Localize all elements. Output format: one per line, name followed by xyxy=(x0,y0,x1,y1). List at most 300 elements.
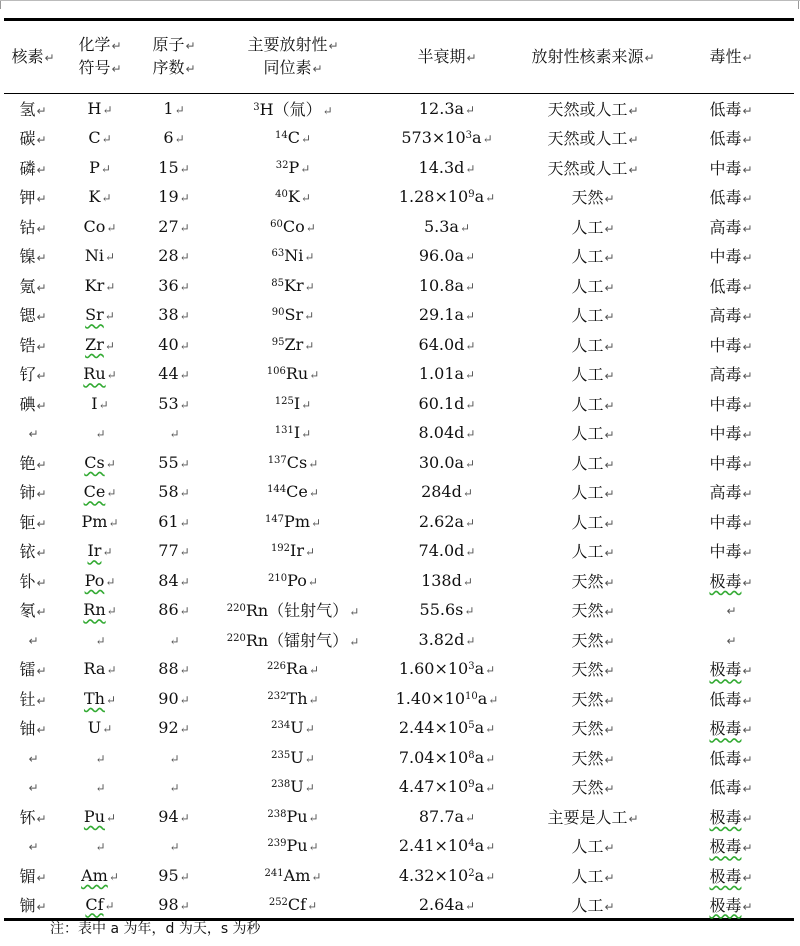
half-life-cell xyxy=(376,153,518,183)
source-text: 人工 xyxy=(571,424,604,444)
half-life-unit: a xyxy=(454,452,465,472)
paragraph-mark: ↵ xyxy=(485,869,496,884)
half-life-unit: a xyxy=(474,718,485,738)
symbol-cell xyxy=(62,507,138,537)
nuclide-name: 镅 xyxy=(19,866,36,886)
paragraph-mark: ↵ xyxy=(465,456,476,471)
atomic-number-cell xyxy=(138,212,210,242)
paragraph-mark: ↵ xyxy=(304,250,315,265)
chemical-symbol: Cs xyxy=(84,452,105,472)
isotope-label: Pu xyxy=(286,836,308,856)
atomic-number-cell xyxy=(138,890,210,920)
half-life-unit: a xyxy=(474,659,485,679)
half-life-cell xyxy=(376,359,518,389)
half-life-unit: a xyxy=(454,275,465,295)
half-life-value: 2.62 xyxy=(418,511,455,531)
isotope-label: Cs xyxy=(286,452,308,472)
source-cell xyxy=(518,713,668,743)
mass-number: 85 xyxy=(271,277,285,289)
mass-number: 238 xyxy=(271,779,291,791)
isotope-cell xyxy=(210,389,376,419)
half-life-cell xyxy=(376,684,518,714)
paragraph-mark: ↵ xyxy=(742,221,753,236)
isotope-cell xyxy=(210,182,376,212)
table-row xyxy=(4,507,794,537)
toxicity-cell xyxy=(668,359,794,389)
paragraph-mark: ↵ xyxy=(95,427,106,442)
nuclide-name: 钍 xyxy=(19,689,36,709)
chemical-symbol: P xyxy=(89,157,100,177)
paragraph-mark: ↵ xyxy=(742,310,753,325)
half-life-exponent: 4 xyxy=(468,838,475,850)
mass-number: 235 xyxy=(271,749,291,761)
paragraph-mark: ↵ xyxy=(465,103,476,117)
mass-number: 252 xyxy=(268,896,288,908)
mass-number: 232 xyxy=(267,690,287,702)
source-cell xyxy=(518,271,668,301)
half-life-value: 1.60×10 xyxy=(398,659,469,679)
toxicity-text: 低毒 xyxy=(709,689,742,709)
nuclide-name: 锆 xyxy=(19,335,36,355)
source-cell xyxy=(518,241,668,271)
isotope-cell xyxy=(210,94,376,124)
half-life-value: 4.47×10 xyxy=(398,777,469,797)
paragraph-mark: ↵ xyxy=(36,133,47,148)
paragraph-mark: ↵ xyxy=(465,309,476,324)
atomic-number-cell xyxy=(138,595,210,625)
nuclide-cell xyxy=(4,861,62,891)
toxicity-text: 中毒 xyxy=(709,335,742,355)
toxicity-text: 高毒 xyxy=(709,306,742,326)
source-text: 天然 xyxy=(571,748,604,768)
half-life-exponent: 3 xyxy=(468,661,475,673)
header-source: 放射性核素来源↵ xyxy=(518,20,668,94)
paragraph-mark: ↵ xyxy=(604,723,615,738)
mass-number: 60 xyxy=(270,218,283,230)
half-life-value: 284 xyxy=(421,482,452,502)
source-text: 人工 xyxy=(571,335,604,355)
paragraph-mark: ↵ xyxy=(742,782,753,797)
half-life-exponent: 5 xyxy=(468,720,475,732)
isotope-label: I xyxy=(293,393,301,413)
table-row xyxy=(4,182,794,212)
paragraph-mark: ↵ xyxy=(28,781,39,796)
paragraph-mark: ↵ xyxy=(465,279,476,294)
paragraph-mark: ↵ xyxy=(742,811,753,826)
half-life-cell xyxy=(376,831,518,861)
isotope-label: Ru xyxy=(285,364,309,384)
paragraph-mark: ↵ xyxy=(36,457,47,472)
paragraph-mark: ↵ xyxy=(485,191,496,206)
half-life-cell xyxy=(376,861,518,891)
toxicity-cell xyxy=(668,241,794,271)
isotope-cell xyxy=(210,861,376,891)
half-life-cell xyxy=(376,389,518,419)
paragraph-mark: ↵ xyxy=(179,810,190,825)
nuclide-cell xyxy=(4,890,62,920)
half-life-value: 138 xyxy=(421,570,452,590)
mass-number: 226 xyxy=(266,661,287,673)
paragraph-mark: ↵ xyxy=(179,279,190,294)
paragraph-mark: ↵ xyxy=(108,869,119,884)
table-header-row xyxy=(4,20,794,94)
source-cell xyxy=(518,625,668,655)
toxicity-cell xyxy=(668,94,794,124)
nuclide-cell xyxy=(4,212,62,242)
atomic-number-cell xyxy=(138,153,210,183)
paragraph-mark: ↵ xyxy=(36,398,47,413)
nuclide-cell xyxy=(4,271,62,301)
isotope-label: Kr xyxy=(284,275,304,295)
paragraph-mark: ↵ xyxy=(174,103,185,117)
chemical-symbol: Am xyxy=(81,865,108,885)
chemical-symbol: I xyxy=(91,393,98,413)
isotope-label: K xyxy=(287,187,300,207)
toxicity-cell xyxy=(668,212,794,242)
table-row xyxy=(4,212,794,242)
toxicity-cell xyxy=(668,684,794,714)
chemical-symbol: Ir xyxy=(87,541,102,561)
table-row xyxy=(4,389,794,419)
paragraph-mark: ↵ xyxy=(604,546,615,561)
nuclide-name: 镭 xyxy=(19,660,36,680)
symbol-cell xyxy=(62,802,138,832)
table-row xyxy=(4,94,794,124)
paragraph-mark: ↵ xyxy=(305,545,316,560)
half-life-value: 29.1 xyxy=(418,305,455,325)
mass-number: 131 xyxy=(274,425,294,437)
paragraph-mark: ↵ xyxy=(308,486,319,501)
atomic-number: 90 xyxy=(158,688,179,708)
mass-number: 95 xyxy=(271,336,285,348)
nuclide-name: 铀 xyxy=(19,719,36,739)
toxicity-text: 极毒 xyxy=(709,719,742,739)
half-life-unit: d xyxy=(454,334,465,354)
paragraph-mark: ↵ xyxy=(36,221,47,236)
table-row xyxy=(4,861,794,891)
symbol-cell xyxy=(62,241,138,271)
paragraph-mark: ↵ xyxy=(95,781,106,796)
isotope-label: H（氚） xyxy=(259,100,322,119)
symbol-cell xyxy=(62,654,138,684)
half-life-unit: d xyxy=(454,157,465,177)
paragraph-mark: ↵ xyxy=(604,516,615,531)
paragraph-mark: ↵ xyxy=(36,664,47,679)
isotope-label: Rn（镭射气） xyxy=(245,630,349,650)
isotope-cell xyxy=(210,831,376,861)
nuclide-name: 钌 xyxy=(19,365,36,385)
mass-number: 241 xyxy=(264,867,284,879)
paragraph-mark: ↵ xyxy=(179,191,190,206)
source-text: 天然或人工 xyxy=(547,158,628,178)
paragraph-mark: ↵ xyxy=(28,840,39,855)
paragraph-mark: ↵ xyxy=(101,191,112,206)
atomic-number: 44 xyxy=(158,364,179,384)
table-row xyxy=(4,330,794,360)
paragraph-mark: ↵ xyxy=(349,605,360,620)
paragraph-mark: ↵ xyxy=(105,692,117,707)
paragraph-mark: ↵ xyxy=(628,104,639,118)
nuclide-name: 铈 xyxy=(19,483,36,503)
table-row xyxy=(4,625,794,655)
toxicity-text: 极毒 xyxy=(709,571,742,591)
source-cell xyxy=(518,477,668,507)
symbol-cell xyxy=(62,448,138,478)
isotope-label: Cf xyxy=(287,894,307,914)
half-life-cell xyxy=(376,212,518,242)
half-life-cell xyxy=(376,182,518,212)
source-cell xyxy=(518,300,668,330)
paragraph-mark: ↵ xyxy=(465,515,476,530)
paragraph-mark: ↵ xyxy=(104,338,115,353)
mass-number: 137 xyxy=(267,454,287,466)
source-text: 人工 xyxy=(571,276,604,296)
half-life-exponent: 10 xyxy=(465,690,478,702)
nuclide-cell xyxy=(4,123,62,153)
half-life-value: 1.01 xyxy=(418,364,455,384)
atomic-number-cell xyxy=(138,477,210,507)
paragraph-mark: ↵ xyxy=(36,280,47,295)
isotope-label: Ce xyxy=(286,482,308,502)
isotope-label: Ra xyxy=(286,659,308,679)
paragraph-mark: ↵ xyxy=(742,752,753,767)
header-atomic-number: 原子↵ 序数↵ xyxy=(138,20,210,94)
source-text: 人工 xyxy=(571,512,604,532)
paragraph-mark: ↵ xyxy=(604,752,615,767)
toxicity-text: 中毒 xyxy=(709,158,742,178)
paragraph-mark: ↵ xyxy=(604,369,615,384)
paragraph-mark: ↵ xyxy=(604,192,615,207)
paragraph-mark: ↵ xyxy=(742,192,753,207)
table-row xyxy=(4,654,794,684)
half-life-value: 5.3 xyxy=(423,216,450,236)
toxicity-cell xyxy=(668,536,794,566)
nuclide-cell xyxy=(4,684,62,714)
mass-number: 125 xyxy=(274,395,294,407)
source-text: 天然 xyxy=(571,689,604,709)
table-row xyxy=(4,684,794,714)
mass-number: 147 xyxy=(264,513,285,525)
paragraph-mark: ↵ xyxy=(36,605,47,620)
chemical-symbol: Th xyxy=(83,688,105,708)
half-life-cell xyxy=(376,477,518,507)
mass-number: 220 xyxy=(226,603,246,615)
isotope-label: P xyxy=(288,157,300,177)
source-cell xyxy=(518,153,668,183)
atomic-number-cell xyxy=(138,389,210,419)
half-life-unit: d xyxy=(454,423,465,443)
paragraph-mark: ↵ xyxy=(179,486,190,501)
nuclide-cell xyxy=(4,831,62,861)
paragraph-mark: ↵ xyxy=(36,251,47,266)
toxicity-text: 低毒 xyxy=(709,748,742,768)
isotope-label: Th xyxy=(286,688,308,708)
toxicity-cell xyxy=(668,477,794,507)
paragraph-mark: ↵ xyxy=(169,751,180,766)
paragraph-mark: ↵ xyxy=(604,280,615,295)
paragraph-mark: ↵ xyxy=(36,870,47,885)
paragraph-mark: ↵ xyxy=(102,103,113,117)
source-cell xyxy=(518,94,668,124)
source-cell xyxy=(518,772,668,802)
isotope-cell xyxy=(210,123,376,153)
table-row xyxy=(4,566,794,596)
half-life-value: 2.64 xyxy=(418,894,455,914)
nuclide-cell xyxy=(4,536,62,566)
source-text: 人工 xyxy=(571,866,604,886)
source-cell xyxy=(518,389,668,419)
isotope-cell xyxy=(210,713,376,743)
paragraph-mark: ↵ xyxy=(104,309,115,324)
paragraph-mark: ↵ xyxy=(465,250,476,265)
isotope-cell xyxy=(210,890,376,920)
half-life-value: 60.1 xyxy=(418,393,455,413)
atomic-number-cell xyxy=(138,182,210,212)
nuclide-name: 钴 xyxy=(19,217,36,237)
paragraph-mark: ↵ xyxy=(179,663,190,678)
toxicity-cell xyxy=(668,743,794,773)
nuclide-name: 氪 xyxy=(19,276,36,296)
chemical-symbol: Rn xyxy=(83,600,106,620)
atomic-number: 92 xyxy=(158,718,179,738)
isotope-label: I xyxy=(293,423,301,443)
half-life-exponent: 9 xyxy=(468,779,475,791)
table-row xyxy=(4,153,794,183)
half-life-unit: a xyxy=(454,511,465,531)
paragraph-mark: ↵ xyxy=(102,722,113,737)
source-text: 人工 xyxy=(571,895,604,915)
paragraph-mark: ↵ xyxy=(604,605,615,620)
half-life-unit: d xyxy=(451,482,462,502)
atomic-number: 84 xyxy=(158,570,179,590)
toxicity-text: 低毒 xyxy=(709,276,742,296)
paragraph-mark: ↵ xyxy=(105,456,116,471)
toxicity-cell xyxy=(668,861,794,891)
half-life-unit: a xyxy=(454,894,465,914)
half-life-cell xyxy=(376,241,518,271)
header-toxicity: 毒性↵ xyxy=(668,20,794,94)
mass-number: 40 xyxy=(275,189,288,201)
half-life-cell xyxy=(376,448,518,478)
chemical-symbol: Ce xyxy=(83,482,106,502)
atomic-number-cell xyxy=(138,536,210,566)
paragraph-mark: ↵ xyxy=(310,515,322,530)
isotope-cell xyxy=(210,212,376,242)
mass-number: 144 xyxy=(267,484,287,496)
toxicity-cell xyxy=(668,507,794,537)
paragraph-mark: ↵ xyxy=(485,663,496,678)
table-row xyxy=(4,536,794,566)
source-text: 天然 xyxy=(571,188,604,208)
header-isotope: 主要放射性↵ 同位素↵ xyxy=(210,20,376,94)
paragraph-mark: ↵ xyxy=(308,810,319,825)
paragraph-mark: ↵ xyxy=(101,132,112,147)
toxicity-text: 中毒 xyxy=(709,394,742,414)
paragraph-mark: ↵ xyxy=(106,368,117,383)
atomic-number-cell xyxy=(138,772,210,802)
source-text: 主要是人工 xyxy=(547,807,628,827)
symbol-cell xyxy=(62,94,138,124)
paragraph-mark: ↵ xyxy=(300,161,311,176)
half-life-value: 55.6 xyxy=(419,600,456,620)
symbol-cell xyxy=(62,271,138,301)
source-text: 天然 xyxy=(571,778,604,798)
symbol-cell xyxy=(62,684,138,714)
nuclide-cell xyxy=(4,654,62,684)
atomic-number: 95 xyxy=(158,865,179,885)
half-life-exponent: 3 xyxy=(465,130,473,142)
paragraph-mark: ↵ xyxy=(742,280,753,295)
symbol-cell xyxy=(62,359,138,389)
paragraph-mark: ↵ xyxy=(742,339,753,354)
isotope-cell xyxy=(210,802,376,832)
paragraph-mark: ↵ xyxy=(106,220,117,235)
half-life-value: 87.7 xyxy=(418,806,455,826)
paragraph-mark: ↵ xyxy=(465,810,476,825)
paragraph-mark: ↵ xyxy=(465,427,476,442)
toxicity-cell xyxy=(668,300,794,330)
source-text: 人工 xyxy=(571,306,604,326)
half-life-value: 4.32×10 xyxy=(398,865,469,885)
margin-tick xyxy=(0,1,1,9)
chemical-symbol: U xyxy=(87,718,102,738)
paragraph-mark: ↵ xyxy=(28,633,39,648)
isotope-label: Sr xyxy=(284,305,304,325)
paragraph-mark: ↵ xyxy=(308,663,320,678)
table-footnote: 注：表中 a 为年，d 为天，s 为秒 xyxy=(50,921,261,937)
source-text: 人工 xyxy=(571,365,604,385)
paragraph-mark: ↵ xyxy=(742,841,753,856)
nuclide-cell xyxy=(4,182,62,212)
paragraph-mark: ↵ xyxy=(28,751,39,766)
paragraph-mark: ↵ xyxy=(36,899,47,914)
atomic-number-cell xyxy=(138,654,210,684)
half-life-cell xyxy=(376,890,518,920)
toxicity-cell xyxy=(668,418,794,448)
toxicity-text: 极毒 xyxy=(709,807,742,827)
chemical-symbol: Kr xyxy=(84,275,105,295)
paragraph-mark: ↵ xyxy=(36,369,47,384)
source-cell xyxy=(518,595,668,625)
source-cell xyxy=(518,448,668,478)
toxicity-cell xyxy=(668,772,794,802)
paragraph-mark: ↵ xyxy=(105,574,116,589)
half-life-unit: d xyxy=(454,629,465,649)
atomic-number-cell xyxy=(138,507,210,537)
half-life-cell xyxy=(376,743,518,773)
mass-number: 32 xyxy=(275,159,289,171)
half-life-value: 74.0 xyxy=(418,541,455,561)
atomic-number: 1 xyxy=(163,99,174,118)
paragraph-mark: ↵ xyxy=(462,486,473,501)
paragraph-mark: ↵ xyxy=(36,339,47,354)
mass-number: 63 xyxy=(271,248,285,260)
paragraph-mark: ↵ xyxy=(604,487,615,502)
paragraph-mark: ↵ xyxy=(36,487,47,502)
symbol-cell xyxy=(62,743,138,773)
symbol-cell xyxy=(62,831,138,861)
paragraph-mark: ↵ xyxy=(485,840,496,855)
paragraph-mark: ↵ xyxy=(604,575,615,590)
isotope-cell xyxy=(210,566,376,596)
atomic-number: 94 xyxy=(158,806,179,826)
half-life-value: 3.82 xyxy=(418,629,455,649)
isotope-label: Ir xyxy=(290,541,304,561)
toxicity-text: 极毒 xyxy=(709,837,742,857)
paragraph-mark: ↵ xyxy=(742,516,753,531)
atomic-number: 15 xyxy=(158,157,179,177)
atomic-number: 53 xyxy=(158,393,179,413)
